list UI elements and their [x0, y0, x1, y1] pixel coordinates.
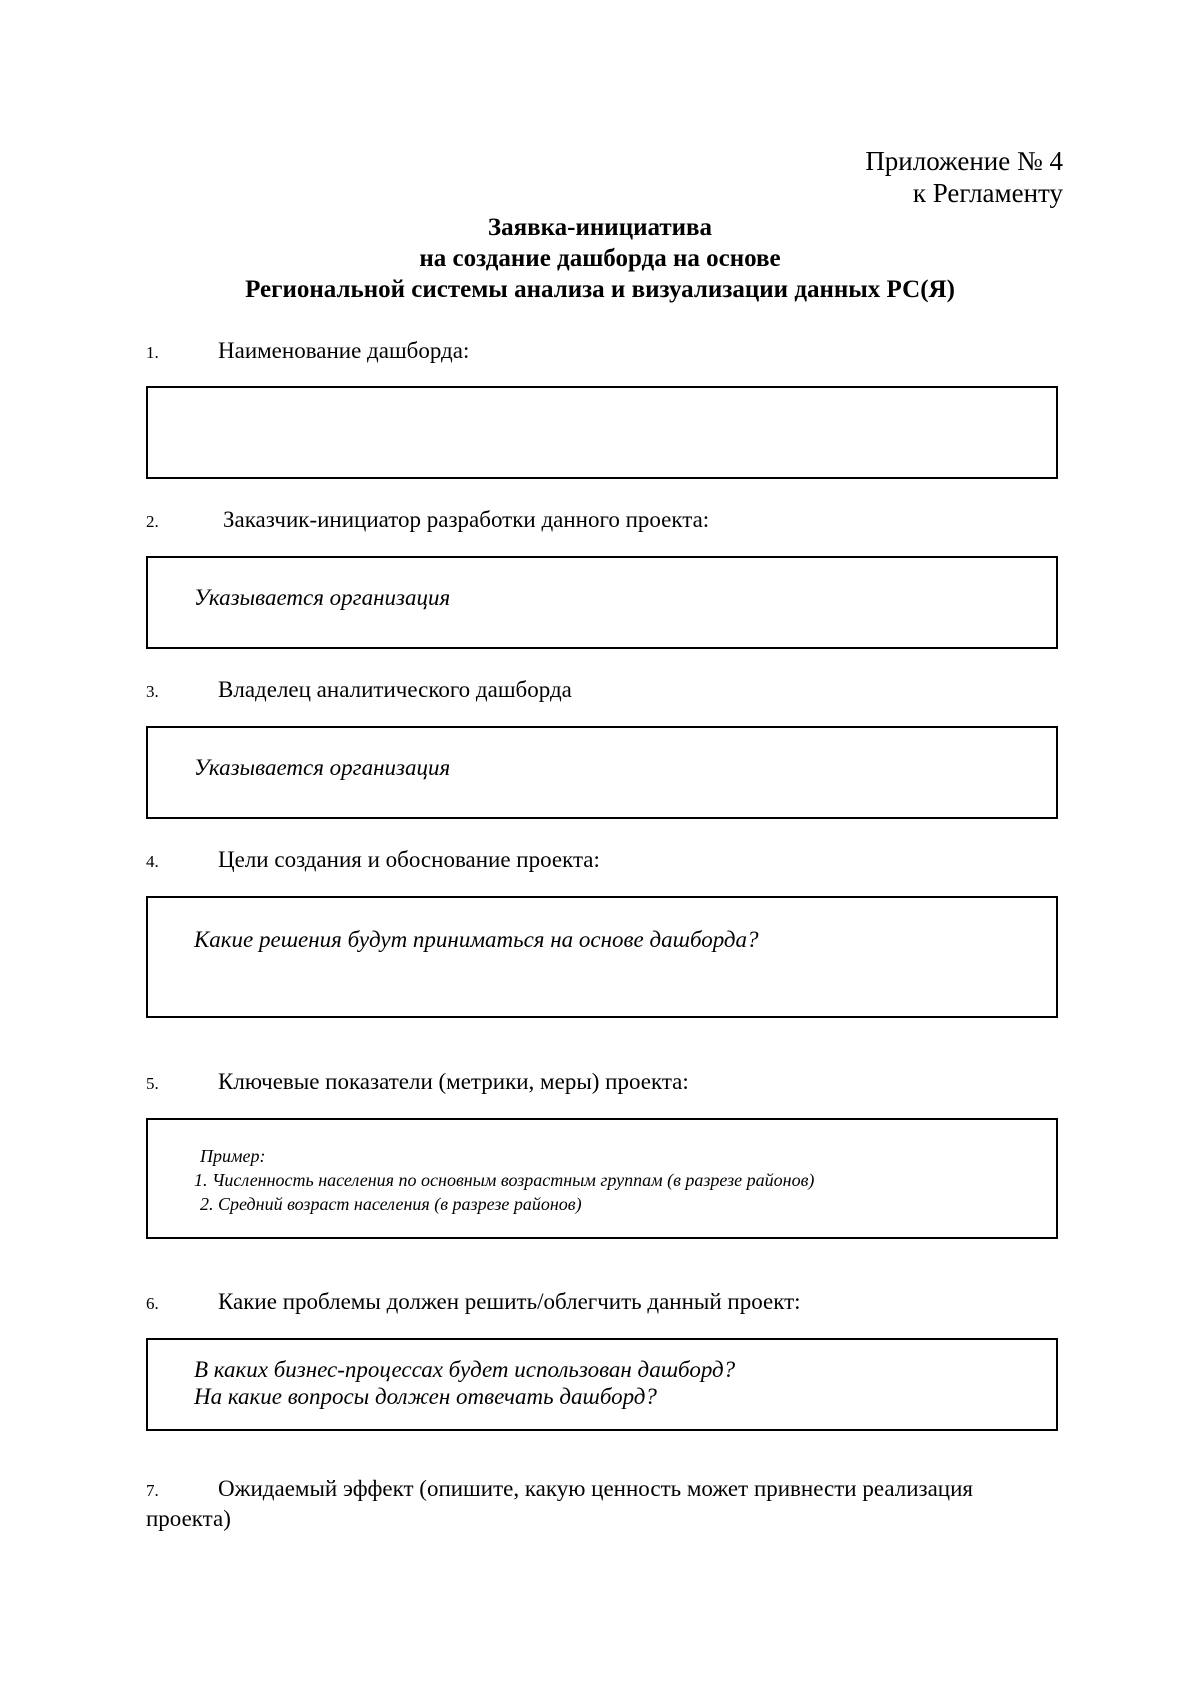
section-number: 1. — [146, 343, 159, 362]
owner-hint: Указывается организация — [194, 755, 451, 780]
section-number: 5. — [146, 1074, 159, 1093]
title-line-1: Заявка-инициатива — [487, 214, 713, 241]
section-title: Заказчик-инициатор разработки данного проекта: — [223, 507, 710, 532]
section-number: 4. — [146, 852, 159, 871]
problems-field[interactable] — [146, 1338, 1058, 1431]
section-2-label — [146, 506, 709, 536]
section-title: Цели создания и обоснование проекта: — [218, 847, 600, 872]
section-title: Ожидаемый эффект (опишите, какую ценность может привнести реализация проекта) — [146, 1476, 974, 1531]
customer-hint: Указывается организация — [194, 585, 451, 610]
appendix-reference: к Регламенту — [912, 178, 1063, 208]
section-title: Наименование дашборда: — [218, 338, 470, 363]
customer-field[interactable] — [146, 556, 1058, 649]
metrics-example-heading: Пример: — [200, 1146, 266, 1166]
section-title: Какие проблемы должен решить/облегчить данный проект: — [218, 1289, 801, 1314]
section-number: 7. — [146, 1481, 159, 1500]
section-title: Ключевые показатели (метрики, меры) проекта: — [218, 1069, 689, 1094]
section-4-label — [146, 846, 600, 876]
section-number: 6. — [146, 1294, 159, 1313]
section-number: 3. — [146, 682, 159, 701]
section-5-label — [146, 1068, 689, 1098]
section-7-label — [146, 1475, 1058, 1533]
section-number: 2. — [146, 512, 159, 531]
problems-hint-2: На какие вопросы должен отвечать дашборд? — [194, 1384, 657, 1409]
document-title — [0, 212, 1200, 305]
section-title: Владелец аналитического дашборда — [218, 677, 572, 702]
goals-hint: Какие решения будут приниматься на основе дашборда? — [194, 927, 759, 952]
appendix-header — [865, 145, 1063, 209]
section-3-label — [146, 676, 572, 706]
goals-field[interactable] — [146, 896, 1058, 1018]
title-line-3: Региональной системы анализа и визуализации данных РС(Я) — [245, 276, 955, 303]
appendix-number: Приложение № 4 — [865, 146, 1063, 176]
owner-field[interactable] — [146, 726, 1058, 819]
section-1-label — [146, 337, 469, 367]
metrics-example-1: 1. Численность населения по основным возрастным группам (в разрезе районов) — [194, 1170, 815, 1190]
dashboard-name-field[interactable] — [146, 386, 1058, 479]
problems-hint-1: В каких бизнес-процессах будет использован дашборд? — [194, 1357, 736, 1382]
section-6-label — [146, 1288, 801, 1318]
title-line-2: на создание дашборда на основе — [419, 245, 781, 272]
metrics-field[interactable] — [146, 1118, 1058, 1239]
metrics-example-2: 2. Средний возраст населения (в разрезе районов) — [200, 1194, 582, 1214]
